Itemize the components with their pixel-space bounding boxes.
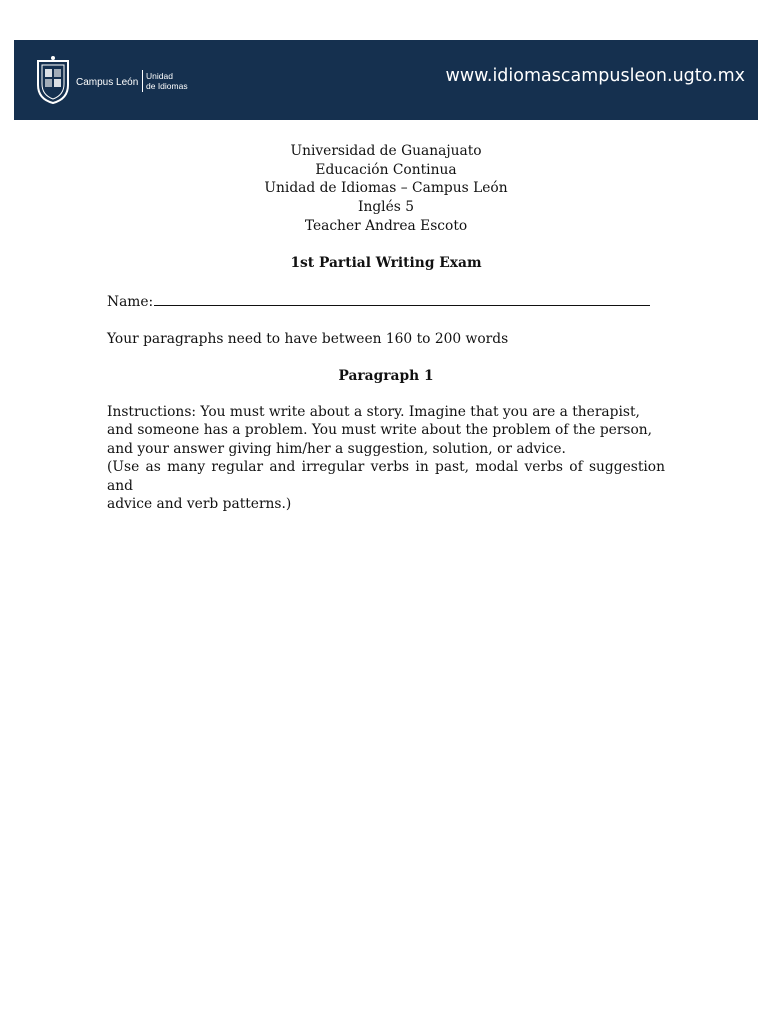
name-field-row — [107, 291, 665, 312]
instructions-line-3: and your answer giving him/her a suggestion, solution, or advice. — [107, 440, 566, 457]
instructions-line-1: Instructions: You must write about a story. Imagine that you are a therapist, — [107, 403, 640, 420]
instructions-line-5: advice and verb patterns.) — [107, 496, 292, 513]
name-blank-line — [154, 291, 650, 306]
exam-title: 1st Partial Writing Exam — [290, 254, 482, 271]
instructions-line-2: and someone has a problem. You must write about the problem of the person, — [107, 422, 653, 439]
university-name: Universidad de Guanajuato — [290, 143, 482, 159]
instructions-block — [107, 403, 665, 514]
program-name: Educación Continua — [315, 161, 457, 178]
campus-leon-logo-text: Campus León — [76, 77, 139, 88]
course-name: Inglés 5 — [358, 199, 414, 216]
exam-document — [107, 142, 665, 514]
word-requirement: Your paragraphs need to have between 160 to 200 words — [107, 330, 509, 347]
instructions-line-4: (Use as many regular and irregular verbs in past, modal verbs of suggestion and — [107, 459, 665, 494]
university-crest-logo — [34, 55, 72, 105]
unidad-de-idiomas-logo-text — [146, 71, 188, 91]
teacher-name: Teacher Andrea Escoto — [304, 217, 468, 234]
institution-header — [107, 142, 665, 236]
unidad-line-1: Unidad — [146, 71, 173, 81]
header-banner — [14, 40, 758, 120]
name-label: Name: — [107, 293, 154, 310]
paragraph-title: Paragraph 1 — [338, 368, 434, 385]
website-url: www.idiomascampusleon.ugto.mx — [445, 66, 745, 86]
logo-divider — [142, 70, 143, 92]
unit-name: Unidad de Idiomas – Campus León — [264, 180, 508, 197]
unidad-line-2: de Idiomas — [146, 81, 188, 91]
